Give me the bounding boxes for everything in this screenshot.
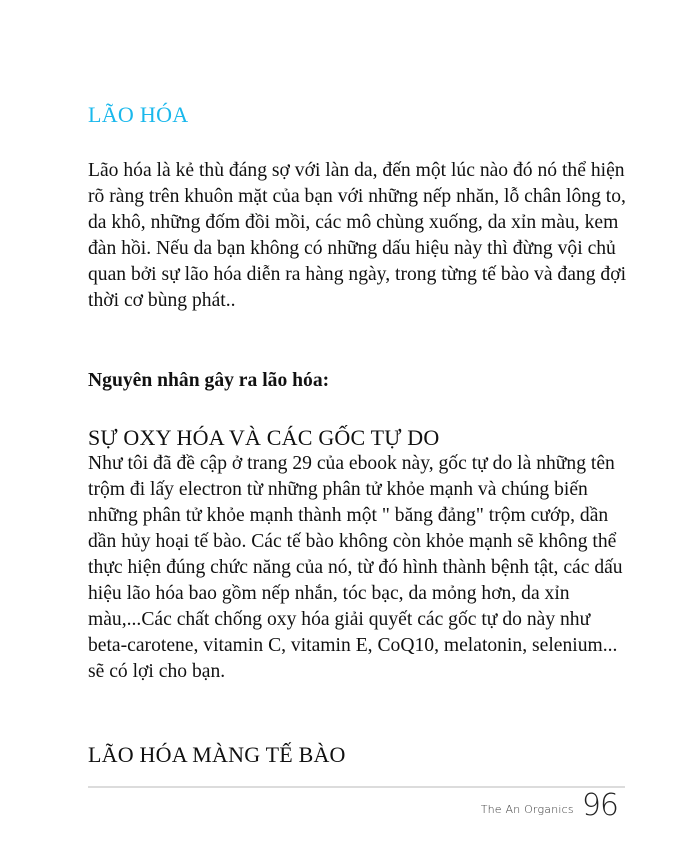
intro-paragraph: Lão hóa là kẻ thù đáng sợ với làn da, đến một lúc nào đó nó thể hiện rõ ràng trên khuôn mặt của bạn với những nếp nhăn, lỗ chân lông to, da khô, những đốm đồi mồi, các mô chùng xuống, da xỉn màu, kem đàn hồi. Nếu da bạn không có những dấu hiệu này thì đừng vội chủ quan bởi sự lão hóa diễn ra hàng ngày, trong từng tế bào và đang đợi thời cơ bùng phát.. xyxy=(88,160,627,311)
causes-heading: Nguyên nhân gây ra lão hóa: xyxy=(88,370,330,391)
page-title: LÃO HÓA xyxy=(88,102,189,127)
footer-divider xyxy=(88,786,625,788)
page-footer xyxy=(481,790,618,822)
section-heading-cell-membrane: LÃO HÓA MÀNG TẾ BÀO xyxy=(88,742,346,767)
page-number: 96 xyxy=(581,788,618,823)
section-heading-oxidation: SỰ OXY HÓA VÀ CÁC GỐC TỰ DO xyxy=(88,425,440,450)
footer-brand: The An Organics xyxy=(480,803,574,816)
section-body-oxidation: Như tôi đã đề cập ở trang 29 của ebook này, gốc tự do là những tên trộm đi lấy electron từ những phân tử khỏe mạnh và chúng biến những phân tử khỏe mạnh thành một " băng đảng" trộm cướp, dần dần hủy hoại tế bào. Các tế bào không còn khỏe mạnh sẽ không thể thực hiện đúng chức năng của nó, từ đó hình thành bệnh tật, các dấu hiệu lão hóa bao gồm nếp nhắn, tóc bạc, da mỏng hơn, da xỉn màu,...Các chất chống oxy hóa giải quyết các gốc tự do này như beta-carotene, vitamin C, vitamin E, CoQ10, melatonin, selenium... sẽ có lợi cho bạn. xyxy=(88,453,623,682)
